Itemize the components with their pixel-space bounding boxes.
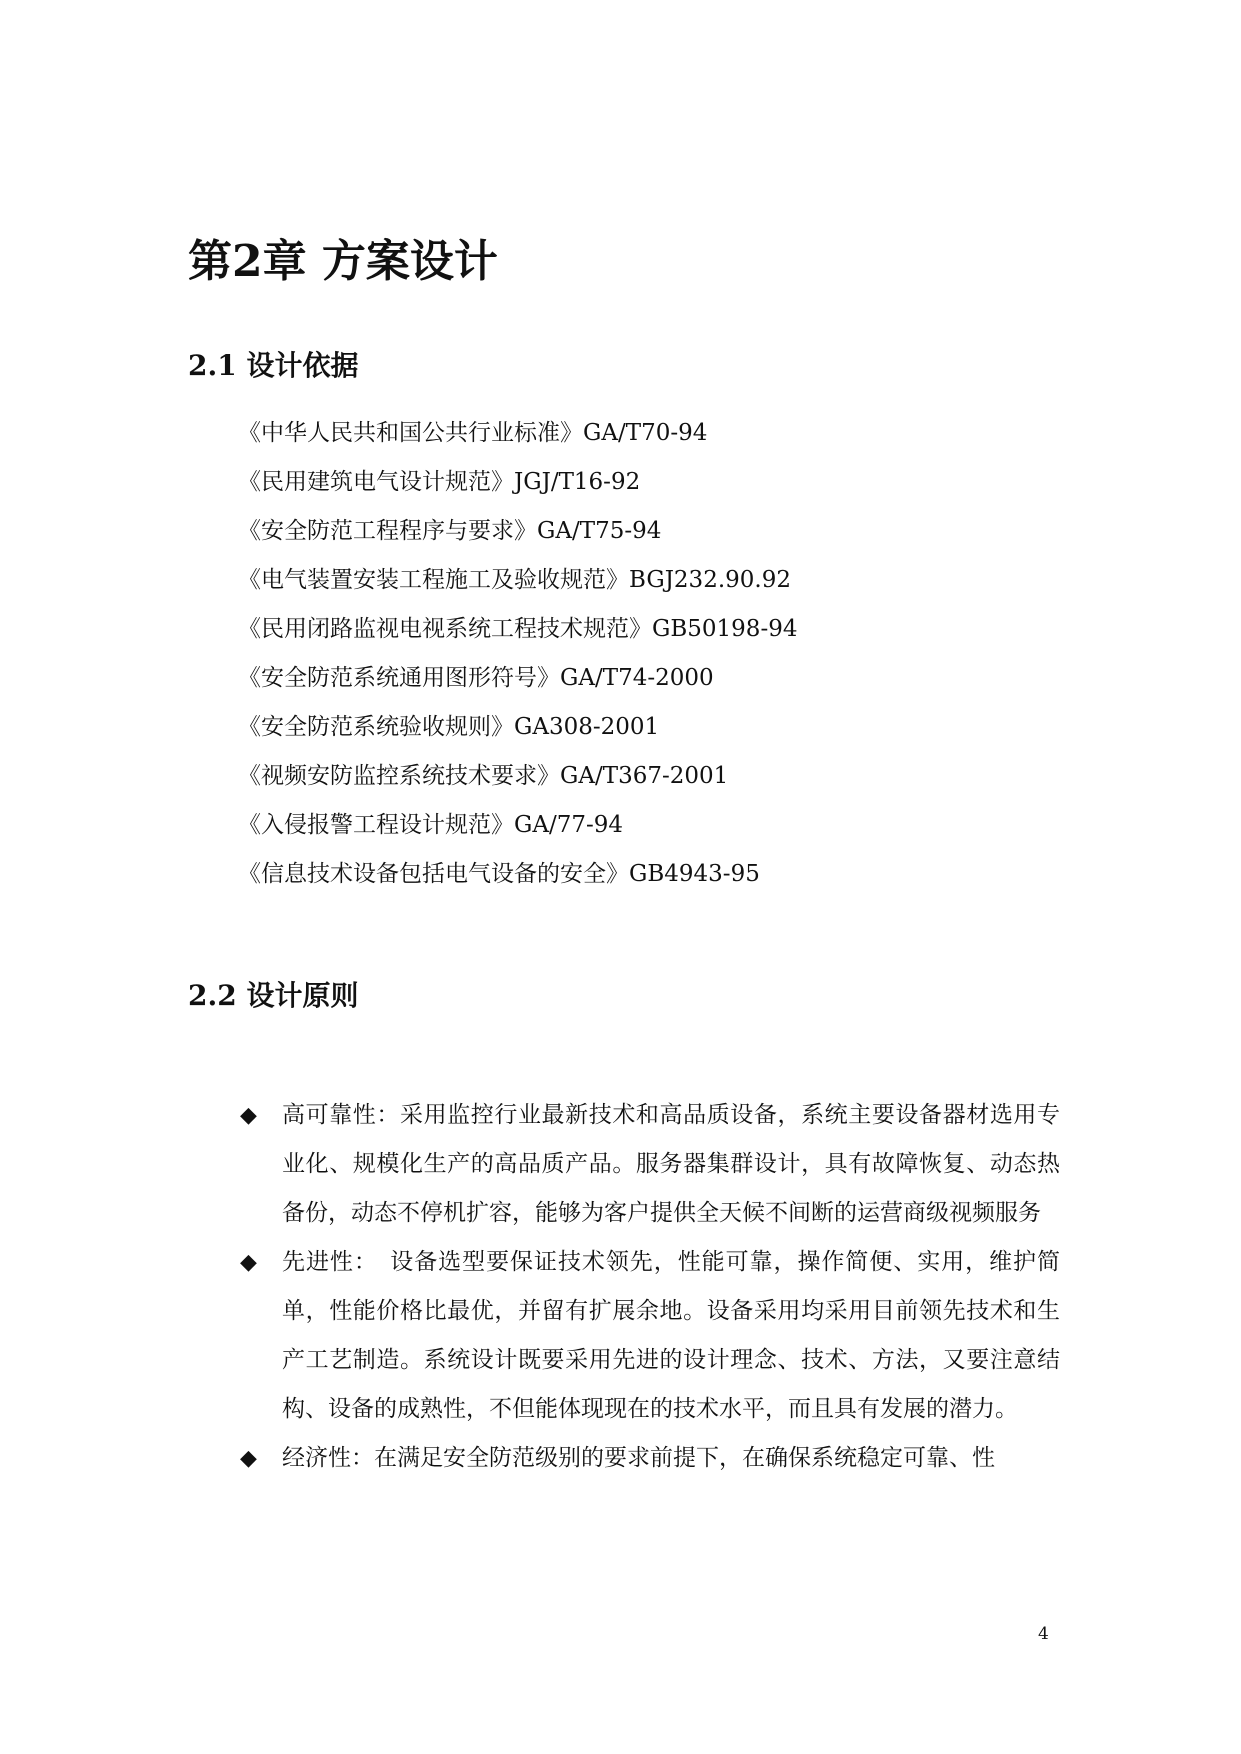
section-title-design-basis: 2.1 设计依据 <box>188 349 359 382</box>
list-item: 《电气装置安装工程施工及验收规范》BGJ232.90.92 <box>238 567 791 593</box>
list-item: 《安全防范系统通用图形符号》GA/T74-2000 <box>238 665 714 691</box>
list-item: 《入侵报警工程设计规范》GA/77-94 <box>238 812 624 838</box>
principle-item-advanced <box>240 1238 1060 1434</box>
principle-text: 先进性： 设备选型要保证技术领先，性能可靠，操作简便、实用，维护简单，性能价格比最优，并留有扩展余地。设备采用均采用目前领先技术和生产工艺制造。系统设计既要采用先进的设计理念、技术、方法，又要注意结构、设备的成熟性，不但能体现现在的技术水平，而且具有发展的潜力。 <box>282 1249 1060 1422</box>
list-item: 《安全防范系统验收规则》GA308-2001 <box>238 714 660 740</box>
design-principles-list <box>240 1091 1060 1483</box>
diamond-bullet-icon: ◆ <box>240 1446 257 1471</box>
page-number: 4 <box>1038 1624 1049 1644</box>
list-item: 《视频安防监控系统技术要求》GA/T367-2001 <box>238 763 729 789</box>
principle-item-economy <box>240 1434 1060 1483</box>
list-item: 《中华人民共和国公共行业标准》GA/T70-94 <box>238 420 708 446</box>
chapter-title: 第2章 方案设计 <box>188 236 498 287</box>
list-item: 《安全防范工程程序与要求》GA/T75-94 <box>238 518 662 544</box>
list-item: 《民用闭路监视电视系统工程技术规范》GB50198-94 <box>238 616 798 642</box>
reference-standards-list <box>238 413 797 903</box>
principle-text: 经济性：在满足安全防范级别的要求前提下，在确保系统稳定可靠、性 <box>282 1445 995 1471</box>
principle-item-reliability <box>240 1091 1060 1238</box>
principle-text: 高可靠性：采用监控行业最新技术和高品质设备，系统主要设备器材选用专业化、规模化生产的高品质产品。服务器集群设计，具有故障恢复、动态热备份，动态不停机扩容，能够为客户提供全天候不间断的运营商级视频服务 <box>282 1102 1060 1226</box>
list-item: 《民用建筑电气设计规范》JGJ/T16-92 <box>238 469 641 495</box>
list-item: 《信息技术设备包括电气设备的安全》GB4943-95 <box>238 861 760 887</box>
diamond-bullet-icon: ◆ <box>240 1250 257 1275</box>
diamond-bullet-icon: ◆ <box>240 1103 257 1128</box>
section-title-design-principles: 2.2 设计原则 <box>188 979 359 1012</box>
